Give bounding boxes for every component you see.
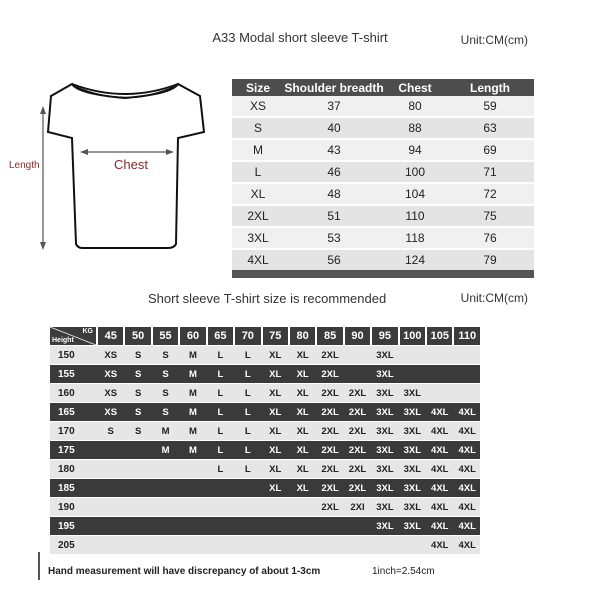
- size-row: [232, 162, 534, 184]
- size-cell: 4XL: [247, 253, 269, 267]
- size-row: [232, 184, 534, 206]
- size-cell: 94: [408, 143, 422, 157]
- size-recommendation-cell: 3XL: [376, 482, 394, 494]
- weight-header: 45: [98, 327, 123, 345]
- size-recommendation-cell: S: [134, 425, 142, 437]
- size-row: [232, 206, 534, 228]
- corner-height: Height: [52, 337, 74, 344]
- weight-header: 75: [263, 327, 288, 345]
- size-recommendation-cell: S: [134, 406, 142, 418]
- size-recommendation-cell: 3XL: [376, 444, 394, 456]
- recommendation-row: [50, 440, 480, 459]
- size-cell: XL: [250, 187, 266, 201]
- size-recommendation-cell: L: [244, 349, 251, 361]
- size-cell: M: [253, 143, 263, 157]
- size-recommendation-cell: 2XL: [321, 501, 339, 513]
- size-recommendation-cell: 2XL: [321, 425, 339, 437]
- size-table: [232, 79, 534, 272]
- size-recommendation-cell: 4XL: [458, 425, 476, 437]
- size-recommendation-cell: XS: [104, 368, 118, 380]
- size-recommendation-cell: XL: [269, 444, 282, 456]
- size-recommendation-cell: 2XL: [321, 368, 339, 380]
- size-recommendation-cell: 4XL: [431, 482, 449, 494]
- size-row: [232, 140, 534, 162]
- recommendation-body: [50, 345, 480, 554]
- height-cell: 180: [58, 463, 75, 475]
- size-recommendation-cell: XS: [104, 406, 118, 418]
- size-cell: 118: [405, 231, 425, 245]
- size-recommendation-cell: 3XL: [376, 520, 394, 532]
- size-recommendation-cell: XL: [269, 406, 282, 418]
- size-cell: 124: [404, 253, 426, 267]
- size-recommendation-cell: 2XL: [348, 482, 367, 494]
- size-recommendation-cell: M: [189, 387, 197, 399]
- size-recommendation-cell: 4XL: [458, 463, 476, 475]
- recommendation-row: [50, 516, 480, 535]
- header-chest: Chest: [398, 80, 432, 95]
- size-recommendation-cell: L: [244, 387, 251, 399]
- recommendation-row: [50, 497, 480, 516]
- recommendation-row: [50, 402, 480, 421]
- size-cell: 75: [483, 209, 497, 223]
- size-recommendation-cell: 4XL: [458, 444, 476, 456]
- size-recommendation-cell: S: [134, 387, 142, 399]
- size-recommendation-cell: XL: [269, 425, 282, 437]
- size-recommendation-cell: L: [244, 406, 251, 418]
- size-cell: 3XL: [247, 231, 269, 245]
- size-recommendation-cell: 3XL: [403, 387, 422, 399]
- page-title: A33 Modal short sleeve T-shirt: [212, 30, 388, 45]
- size-recommendation-cell: 4XL: [431, 463, 449, 475]
- size-recommendation-cell: 3XL: [403, 406, 422, 418]
- size-row: [232, 228, 534, 250]
- height-cell: 150: [58, 349, 75, 361]
- recommendation-table: [50, 327, 480, 554]
- size-cell: 69: [483, 143, 497, 157]
- recommendation-row: [50, 535, 480, 554]
- size-recommendation-cell: XL: [296, 406, 309, 418]
- size-recommendation-cell: XL: [296, 444, 309, 456]
- height-cell: 165: [58, 406, 75, 418]
- size-recommendation-cell: 3XL: [403, 482, 422, 494]
- size-cell: 88: [408, 121, 422, 135]
- size-cell: 80: [408, 99, 422, 113]
- size-recommendation-cell: L: [244, 463, 251, 475]
- size-cell: 48: [327, 187, 341, 201]
- size-recommendation-cell: 4XL: [431, 520, 449, 532]
- size-recommendation-cell: 2XL: [321, 349, 339, 361]
- height-cell: 170: [58, 425, 75, 437]
- size-recommendation-cell: 2XL: [348, 406, 367, 418]
- size-recommendation-cell: 2XL: [348, 387, 367, 399]
- size-recommendation-cell: 4XL: [458, 539, 476, 551]
- size-cell: 56: [327, 253, 341, 267]
- size-table-header: [232, 79, 534, 96]
- weight-header: 90: [345, 327, 370, 345]
- size-recommendation-cell: XL: [296, 463, 309, 475]
- size-recommendation-cell: XS: [104, 387, 118, 399]
- weight-header: 105: [427, 327, 452, 345]
- size-recommendation-cell: L: [217, 368, 224, 380]
- size-recommendation-cell: 3XL: [403, 444, 422, 456]
- size-recommendation-cell: 2XL: [321, 406, 339, 418]
- size-cell: 40: [327, 121, 341, 135]
- size-recommendation-cell: 4XL: [458, 406, 476, 418]
- size-recommendation-cell: 3XL: [376, 463, 394, 475]
- corner-kg: KG: [82, 328, 93, 335]
- size-recommendation-cell: 4XL: [458, 501, 476, 513]
- size-row: [232, 96, 534, 118]
- tshirt-outline-icon: [8, 60, 220, 285]
- size-recommendation-cell: S: [162, 349, 169, 361]
- size-cell: 72: [483, 187, 497, 201]
- size-cell: 59: [483, 99, 497, 113]
- size-recommendation-cell: L: [217, 463, 224, 475]
- recommendation-row: [50, 383, 480, 402]
- size-recommendation-cell: L: [217, 406, 224, 418]
- inch-conversion: 1inch=2.54cm: [372, 566, 435, 577]
- size-recommendation-cell: 4XL: [458, 482, 476, 494]
- size-cell: 51: [327, 209, 341, 223]
- recommendation-row: [50, 459, 480, 478]
- size-recommendation-cell: 2XI: [350, 501, 365, 513]
- size-cell: XS: [249, 99, 266, 113]
- size-recommendation-cell: 4XL: [431, 425, 449, 437]
- size-row: [232, 118, 534, 140]
- footer-divider: [38, 552, 40, 580]
- size-recommendation-cell: S: [162, 387, 169, 399]
- weight-header: 110: [454, 327, 479, 345]
- size-recommendation-cell: M: [189, 425, 197, 437]
- size-recommendation-cell: XL: [296, 349, 309, 361]
- size-recommendation-cell: S: [162, 406, 169, 418]
- height-cell: 160: [58, 387, 75, 399]
- size-recommendation-cell: XL: [269, 368, 282, 380]
- size-table-footer-bar: [232, 270, 534, 278]
- unit-label: Unit:CM(cm): [460, 33, 528, 47]
- weight-header: 65: [208, 327, 233, 345]
- size-recommendation-cell: XL: [296, 425, 309, 437]
- weight-header: 50: [125, 327, 150, 345]
- tshirt-illustration: [8, 60, 220, 285]
- measurement-note: Hand measurement will have discrepancy of about 1-3cm: [48, 566, 321, 577]
- corner-cell: [50, 327, 96, 345]
- size-recommendation-cell: 2XL: [348, 444, 367, 456]
- height-cell: 175: [58, 444, 75, 456]
- size-recommendation-cell: 2XL: [321, 463, 339, 475]
- size-table-body: [232, 96, 534, 272]
- recommendation-row: [50, 364, 480, 383]
- size-cell: 46: [327, 165, 341, 179]
- recommendation-title: Short sleeve T-shirt size is recommended: [148, 291, 387, 306]
- recommendation-row: [50, 421, 480, 440]
- size-recommendation-cell: L: [217, 425, 224, 437]
- size-recommendation-cell: XL: [269, 387, 282, 399]
- size-cell: 110: [405, 209, 425, 223]
- height-cell: 205: [58, 539, 75, 551]
- size-cell: 104: [404, 187, 426, 201]
- size-recommendation-cell: XL: [296, 387, 309, 399]
- size-recommendation-cell: M: [189, 444, 197, 456]
- size-recommendation-cell: XS: [104, 349, 118, 361]
- size-recommendation-cell: 2XL: [321, 482, 339, 494]
- weight-header: 85: [317, 327, 342, 345]
- size-recommendation-cell: 3XL: [403, 520, 422, 532]
- size-cell: 71: [483, 165, 497, 179]
- size-cell: 76: [483, 231, 497, 245]
- size-recommendation-cell: 4XL: [458, 520, 476, 532]
- size-recommendation-cell: 3XL: [403, 463, 422, 475]
- size-recommendation-cell: 3XL: [376, 368, 394, 380]
- size-cell: 2XL: [247, 209, 269, 223]
- size-cell: 63: [483, 121, 497, 135]
- height-cell: 155: [58, 368, 75, 380]
- header-length: Length: [470, 80, 510, 95]
- size-recommendation-cell: 3XL: [376, 425, 394, 437]
- size-recommendation-cell: M: [161, 444, 170, 456]
- weight-header: 70: [235, 327, 260, 345]
- size-recommendation-cell: M: [189, 368, 197, 380]
- size-recommendation-cell: L: [217, 387, 224, 399]
- size-recommendation-cell: 4XL: [431, 406, 449, 418]
- size-recommendation-cell: L: [217, 349, 224, 361]
- size-recommendation-cell: M: [161, 425, 170, 437]
- recommendation-row: [50, 478, 480, 497]
- size-cell: 43: [327, 143, 341, 157]
- size-recommendation-cell: M: [189, 349, 197, 361]
- size-recommendation-cell: L: [244, 444, 251, 456]
- size-recommendation-cell: L: [217, 444, 224, 456]
- size-recommendation-cell: XL: [269, 482, 282, 494]
- size-recommendation-cell: 2XL: [348, 425, 367, 437]
- size-cell: 79: [483, 253, 497, 267]
- weight-header: 80: [290, 327, 315, 345]
- size-recommendation-cell: S: [134, 368, 142, 380]
- size-recommendation-cell: S: [162, 368, 169, 380]
- weight-header: 100: [400, 327, 425, 345]
- size-cell: 100: [404, 165, 426, 179]
- size-cell: 37: [327, 99, 341, 113]
- size-recommendation-cell: XL: [269, 349, 282, 361]
- size-recommendation-cell: 3XL: [376, 387, 394, 399]
- size-recommendation-cell: XL: [269, 463, 282, 475]
- size-recommendation-cell: 2XL: [321, 387, 339, 399]
- size-recommendation-cell: 4XL: [431, 539, 449, 551]
- size-row: [232, 250, 534, 272]
- size-recommendation-cell: 2XL: [348, 463, 367, 475]
- size-recommendation-cell: 3XL: [376, 501, 394, 513]
- length-label: Length: [9, 160, 40, 171]
- recommendation-header: [50, 327, 480, 345]
- height-cell: 190: [58, 501, 75, 513]
- size-recommendation-cell: 3XL: [403, 501, 422, 513]
- size-recommendation-cell: 2XL: [321, 444, 339, 456]
- size-recommendation-cell: M: [189, 406, 197, 418]
- weight-header: 60: [180, 327, 205, 345]
- recommendation-row: [50, 345, 480, 364]
- size-recommendation-cell: 3XL: [376, 406, 394, 418]
- size-recommendation-cell: L: [244, 368, 251, 380]
- size-recommendation-cell: XL: [296, 368, 309, 380]
- chest-label: Chest: [114, 157, 148, 172]
- size-recommendation-cell: 4XL: [431, 444, 449, 456]
- height-cell: 195: [58, 520, 75, 532]
- recommendation-unit: Unit:CM(cm): [460, 291, 528, 305]
- size-recommendation-cell: S: [107, 425, 114, 437]
- size-recommendation-cell: XL: [296, 482, 309, 494]
- weight-header: 95: [372, 327, 397, 345]
- weight-header: 55: [153, 327, 178, 345]
- size-recommendation-cell: S: [134, 349, 142, 361]
- size-recommendation-cell: 4XL: [431, 501, 449, 513]
- header-shoulder: Shoulder breadth: [284, 80, 384, 95]
- size-cell: S: [253, 121, 262, 135]
- size-recommendation-cell: 3XL: [403, 425, 422, 437]
- size-recommendation-cell: 3XL: [376, 349, 394, 361]
- size-recommendation-cell: L: [244, 425, 251, 437]
- header-size: Size: [245, 80, 270, 95]
- height-cell: 185: [58, 482, 75, 494]
- size-cell: L: [254, 165, 262, 179]
- size-cell: 53: [327, 231, 341, 245]
